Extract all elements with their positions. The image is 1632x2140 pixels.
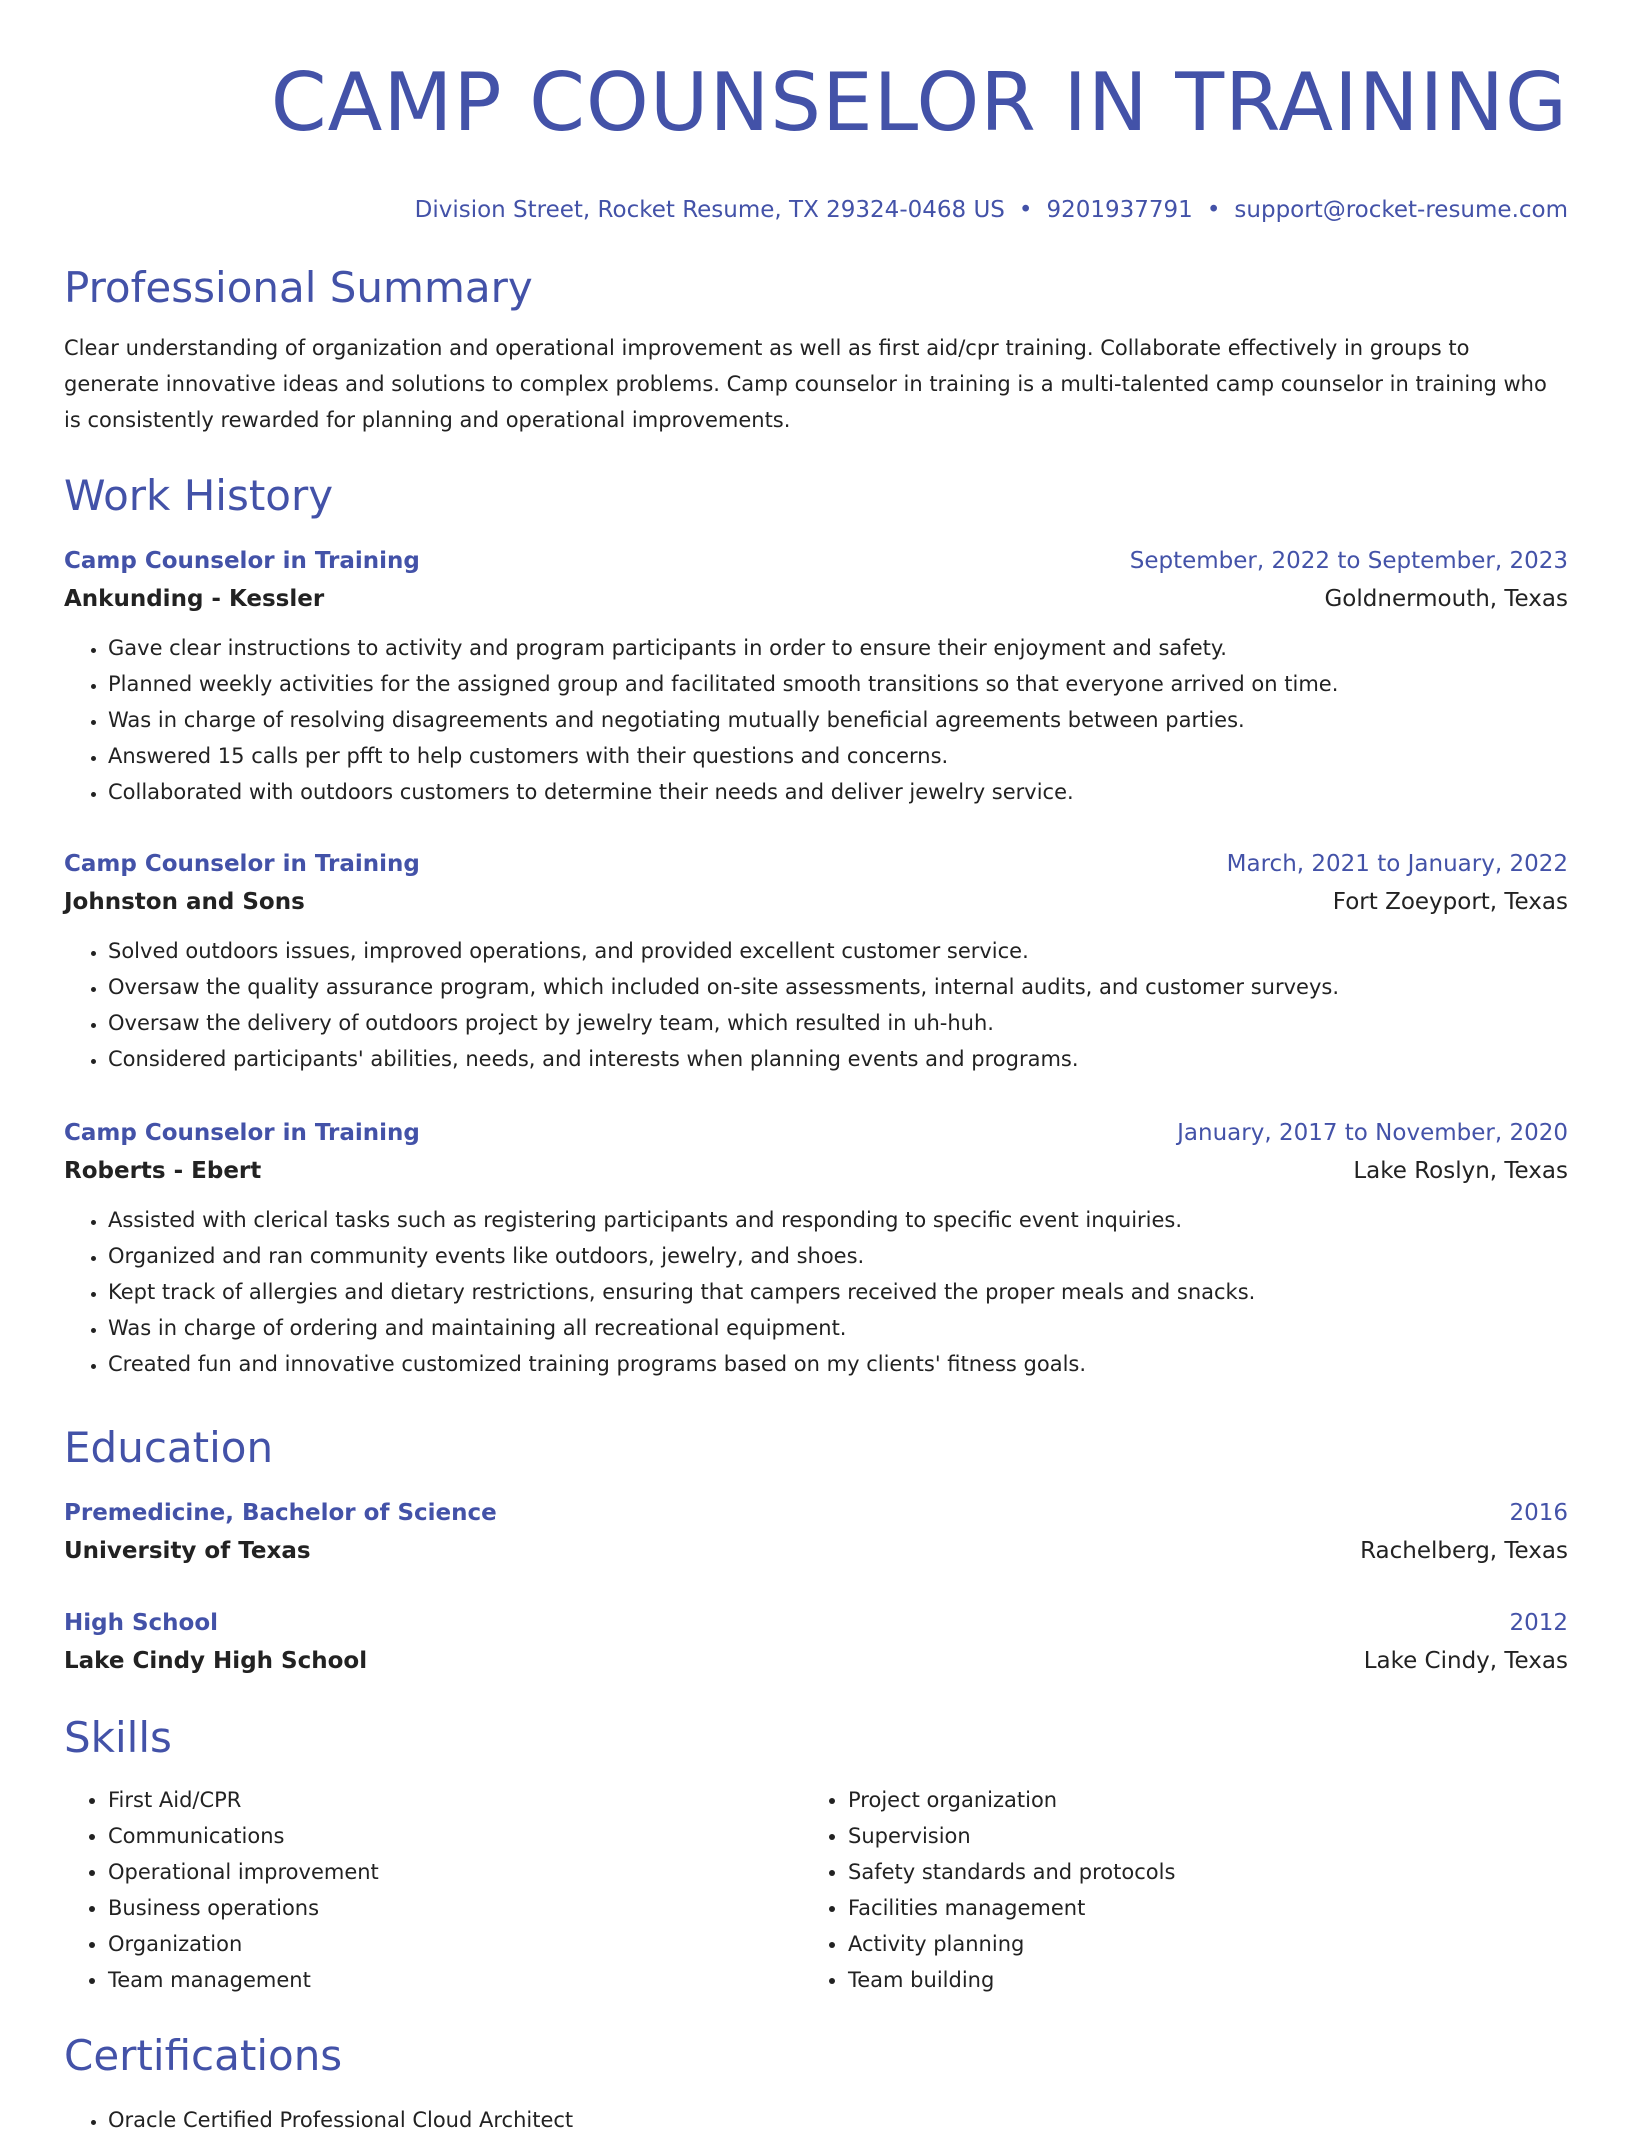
skills-column-left bbox=[64, 1782, 804, 1998]
job-bullets bbox=[64, 933, 1568, 1077]
contact-email[interactable]: support@rocket-resume.com bbox=[1234, 197, 1568, 223]
job-bullets bbox=[64, 1202, 1568, 1382]
job-title: Camp Counselor in Training bbox=[64, 851, 420, 877]
education-section bbox=[64, 1422, 1568, 1474]
job-bullet: • Gave clear instructions to activity and program participants in order to ensure their enjoyment and safety. bbox=[108, 630, 1568, 666]
resume-header bbox=[64, 0, 1568, 224]
skill-item: • Safety standards and protocols bbox=[848, 1854, 1544, 1890]
company-name: Johnston and Sons bbox=[64, 889, 305, 915]
skill-item: • Operational improvement bbox=[108, 1854, 804, 1890]
work-history-heading: Work History bbox=[64, 471, 334, 520]
skills-grid bbox=[64, 1782, 1568, 1998]
summary-heading: Professional Summary bbox=[64, 263, 533, 312]
job-location: Fort Zoeyport, Texas bbox=[1332, 889, 1568, 915]
skill-item: • First Aid/CPR bbox=[108, 1782, 804, 1818]
job-bullet: • Collaborated with outdoors customers to determine their needs and deliver jewelry service. bbox=[108, 774, 1568, 810]
skill-item: • Team management bbox=[108, 1962, 804, 1998]
job-entry bbox=[64, 849, 1568, 1077]
job-location: Goldnermouth, Texas bbox=[1324, 586, 1568, 612]
skill-item: • Activity planning bbox=[848, 1926, 1544, 1962]
job-dates: March, 2021 to January, 2022 bbox=[1226, 851, 1568, 877]
job-bullet: • Considered participants' abilities, needs, and interests when planning events and programs. bbox=[108, 1041, 1568, 1077]
contact-separator: • bbox=[1206, 197, 1221, 223]
education-degree: Premedicine, Bachelor of Science bbox=[64, 1500, 497, 1526]
job-bullet: • Created fun and innovative customized training programs based on my clients' fitness goals. bbox=[108, 1346, 1568, 1382]
job-bullet: • Oversaw the delivery of outdoors project by jewelry team, which resulted in uh-huh. bbox=[108, 1005, 1568, 1041]
education-year: 2016 bbox=[1509, 1500, 1568, 1526]
skills-heading: Skills bbox=[64, 1713, 172, 1762]
certification-item: • Oracle Certified Professional Cloud Architect bbox=[108, 2102, 1568, 2138]
skills-column-right bbox=[804, 1782, 1544, 1998]
certifications-section bbox=[64, 2030, 1568, 2138]
company-name: Roberts - Ebert bbox=[64, 1158, 262, 1184]
job-entry bbox=[64, 1118, 1568, 1382]
summary-section bbox=[64, 262, 1568, 438]
certifications-heading: Certifications bbox=[64, 2031, 343, 2080]
education-year: 2012 bbox=[1509, 1610, 1568, 1636]
job-dates: September, 2022 to September, 2023 bbox=[1129, 548, 1568, 574]
education-entry bbox=[64, 1498, 1568, 1566]
skill-item: • Facilities management bbox=[848, 1890, 1544, 1926]
skill-item: • Organization bbox=[108, 1926, 804, 1962]
job-dates: January, 2017 to November, 2020 bbox=[1177, 1120, 1568, 1146]
job-bullet: • Assisted with clerical tasks such as registering participants and responding to specific event inquiries. bbox=[108, 1202, 1568, 1238]
skill-item: • Communications bbox=[108, 1818, 804, 1854]
job-location: Lake Roslyn, Texas bbox=[1353, 1158, 1568, 1184]
contact-separator: • bbox=[1018, 197, 1033, 223]
skills-section bbox=[64, 1712, 1568, 1764]
skill-item: • Project organization bbox=[848, 1782, 1544, 1818]
company-name: Ankunding - Kessler bbox=[64, 586, 325, 612]
summary-text: Clear understanding of organization and operational improvement as well as first aid/cpr training. Collaborate effectively in groups to generate innovative ideas and solutions to complex problems. Camp counselor in training is a multi-talented camp counselor in training who is consistently rewarded for planning and operational improvements. bbox=[64, 336, 1547, 432]
skill-item: • Business operations bbox=[108, 1890, 804, 1926]
candidate-name: CAMP COUNSELOR IN TRAINING bbox=[270, 56, 1568, 149]
job-bullet: • Solved outdoors issues, improved operations, and provided excellent customer service. bbox=[108, 933, 1568, 969]
education-degree: High School bbox=[64, 1610, 219, 1636]
school-name: University of Texas bbox=[64, 1538, 311, 1564]
school-location: Rachelberg, Texas bbox=[1360, 1538, 1568, 1564]
skill-item: • Supervision bbox=[848, 1818, 1544, 1854]
job-title: Camp Counselor in Training bbox=[64, 1120, 420, 1146]
job-bullet: • Kept track of allergies and dietary restrictions, ensuring that campers received the proper meals and snacks. bbox=[108, 1274, 1568, 1310]
job-bullet: • Was in charge of resolving disagreements and negotiating mutually beneficial agreements between parties. bbox=[108, 702, 1568, 738]
contact-phone[interactable]: 9201937791 bbox=[1046, 197, 1193, 223]
education-entry bbox=[64, 1608, 1568, 1676]
skill-item: • Team building bbox=[848, 1962, 1544, 1998]
certification-list bbox=[64, 2102, 1568, 2138]
job-bullet: • Organized and ran community events like outdoors, jewelry, and shoes. bbox=[108, 1238, 1568, 1274]
job-title: Camp Counselor in Training bbox=[64, 548, 420, 574]
job-bullets bbox=[64, 630, 1568, 810]
education-heading: Education bbox=[64, 1423, 274, 1472]
job-bullet: • Oversaw the quality assurance program, which included on-site assessments, internal audits, and customer surveys. bbox=[108, 969, 1568, 1005]
job-bullet: • Was in charge of ordering and maintaining all recreational equipment. bbox=[108, 1310, 1568, 1346]
job-entry bbox=[64, 546, 1568, 810]
school-location: Lake Cindy, Texas bbox=[1363, 1648, 1568, 1674]
job-bullet: • Planned weekly activities for the assigned group and facilitated smooth transitions so that everyone arrived on time. bbox=[108, 666, 1568, 702]
contact-line bbox=[64, 196, 1568, 224]
job-bullet: • Answered 15 calls per pfft to help customers with their questions and concerns. bbox=[108, 738, 1568, 774]
school-name: Lake Cindy High School bbox=[64, 1648, 368, 1674]
work-history-section bbox=[64, 470, 1568, 522]
contact-address: Division Street, Rocket Resume, TX 29324-0468 US bbox=[414, 197, 1005, 223]
